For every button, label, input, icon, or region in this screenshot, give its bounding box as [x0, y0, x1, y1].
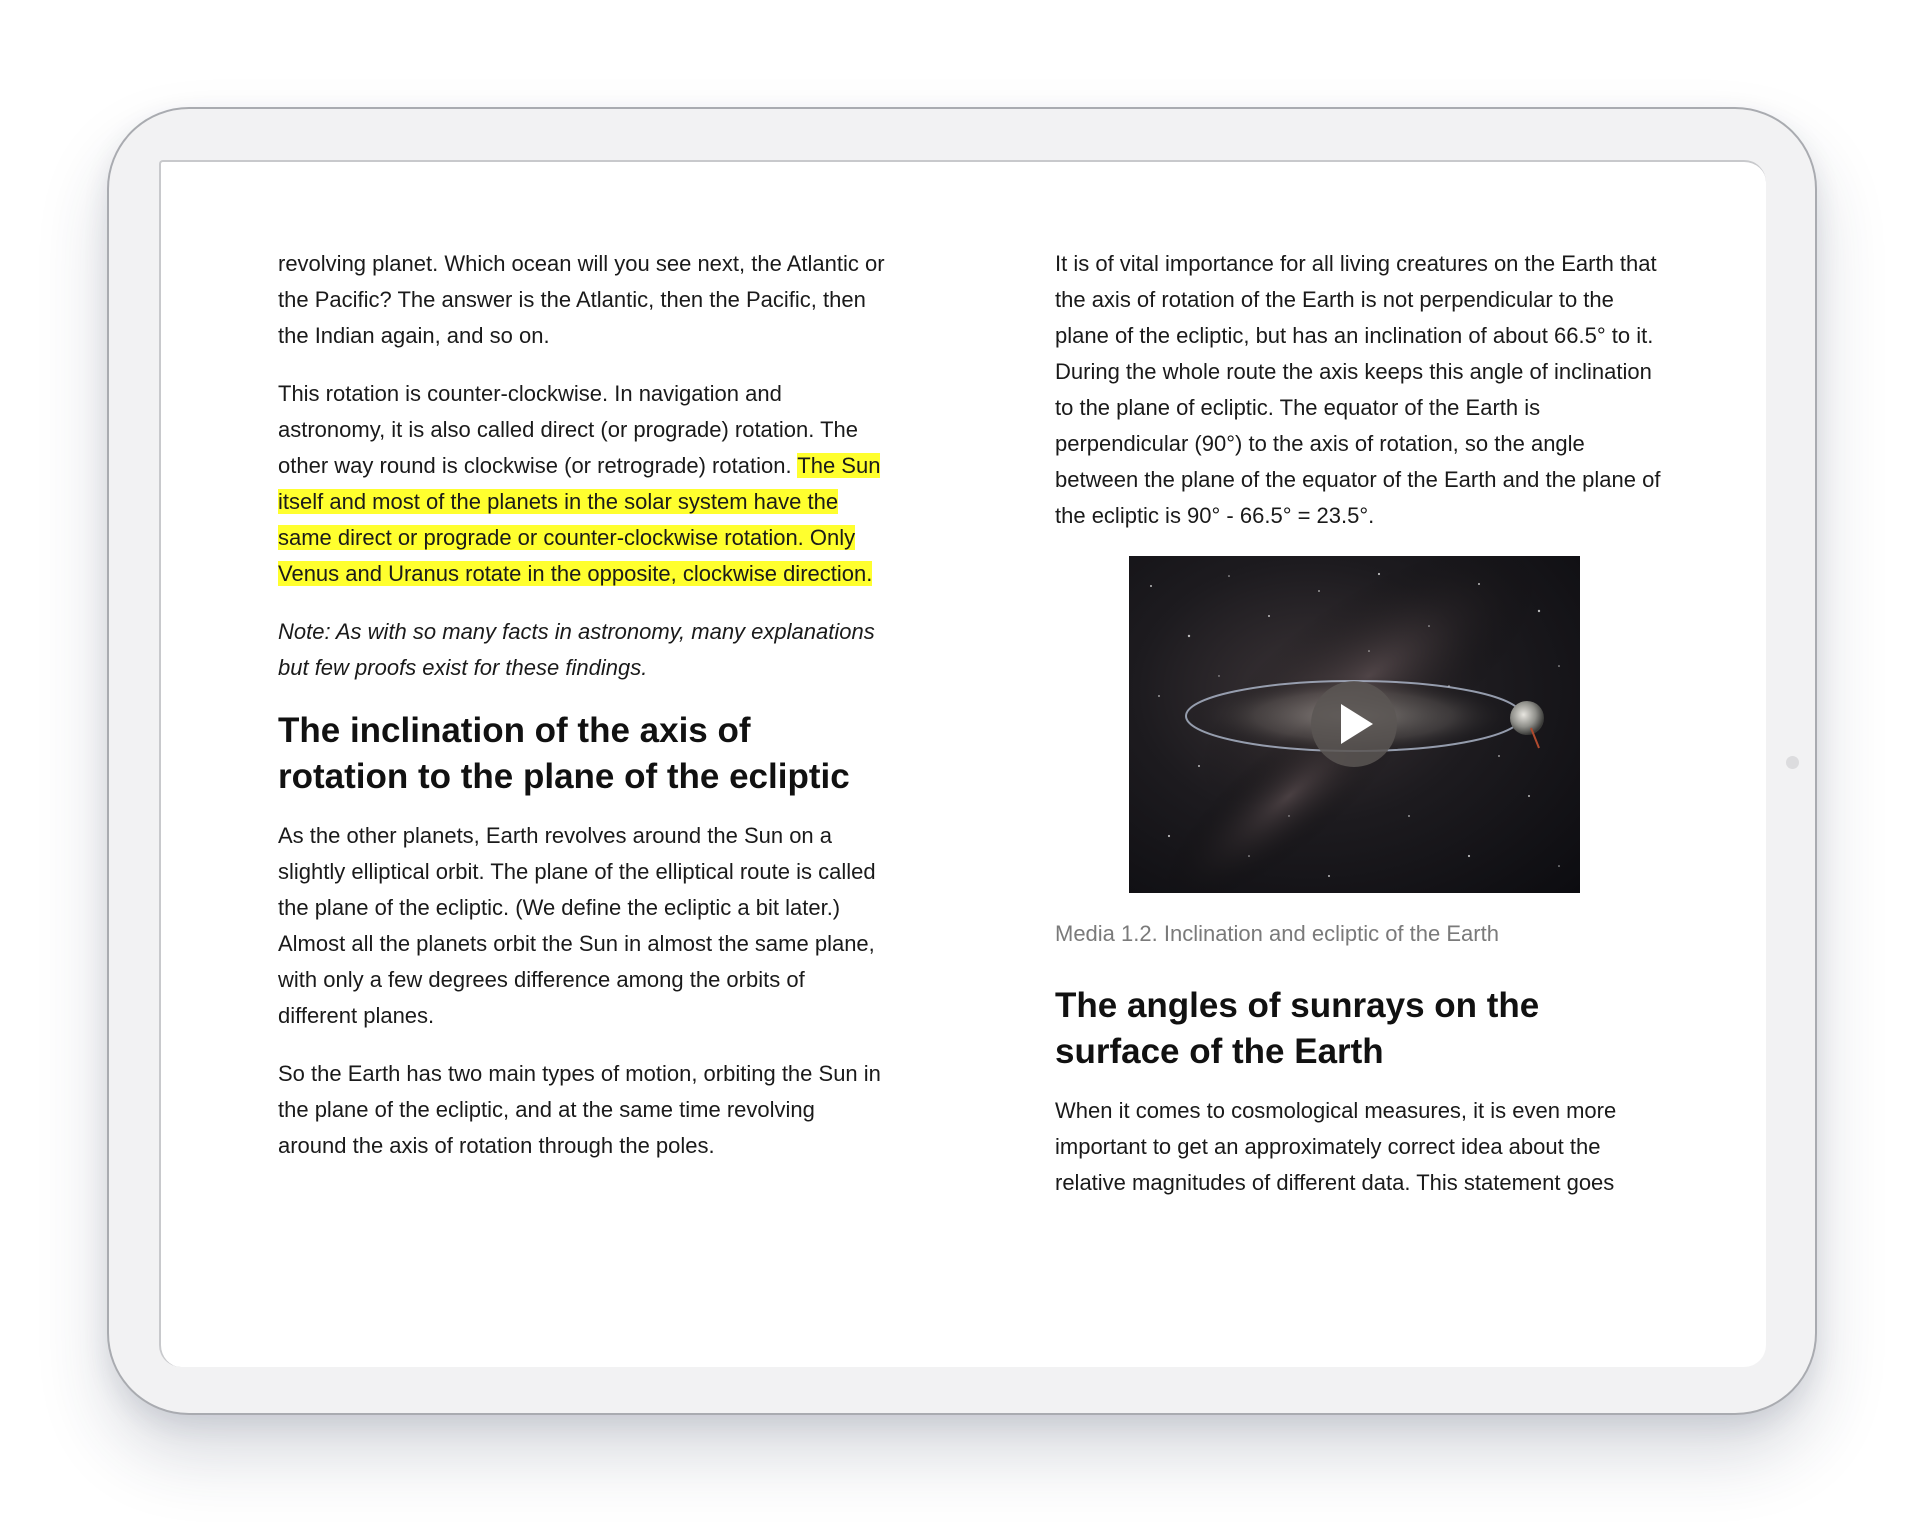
- play-icon[interactable]: [1129, 556, 1580, 893]
- paragraph-revolving-planet: revolving planet. Which ocean will you see next, the Atlantic or the Pacific? The answer is the Atlantic, then the Pacific, then the Indian again, and so on.: [278, 251, 885, 348]
- reader-screen: [159, 160, 1766, 1367]
- paragraph-axis-importance: It is of vital importance for all living creatures on the Earth that the axis of rotation of the Earth is not perpendicular to the plane of the ecliptic, but has an inclination of about 66.5° to it. During the whole route the axis keeps this angle of inclination to the plane of ecliptic. The equator of the Earth is perpendicular (90°) to the axis of rotation, so the angle between the plane of the equator of the Earth and the plane of the ecliptic is 90° - 66.5° = 23.5°.: [1055, 251, 1661, 528]
- note-paragraph: Note: As with so many facts in astronomy, many explanations but few proofs exist for these findings.: [278, 619, 875, 680]
- media-caption: Media 1.2. Inclination and ecliptic of the Earth: [1055, 921, 1499, 946]
- section-heading-sunrays: The angles of sunrays on the surface of the Earth: [1055, 986, 1540, 1071]
- video-player[interactable]: [1129, 556, 1580, 893]
- paragraph-rotation: [278, 376, 888, 592]
- highlighted-text[interactable]: The Sun itself and most of the planets in the solar system have the same direct or prograde or counter-clockwise rotation. Only Venus and Uranus rotate in the opposite, clockwise direction.: [278, 453, 881, 586]
- section-heading-inclination: The inclination of the axis of rotation to the plane of the ecliptic: [278, 711, 850, 796]
- paragraph-cosmological-measures: When it comes to cosmological measures, it is even more important to get an approximately correct idea about the relative magnitudes of different data. This statement goes: [1055, 1098, 1617, 1195]
- tablet-camera: [1786, 756, 1799, 769]
- paragraph-elliptical-orbit: As the other planets, Earth revolves around the Sun on a slightly elliptical orbit. The plane of the elliptical route is called the plane of the ecliptic. (We define the ecliptic a bit later.) Almost all the planets orbit the Sun in almost the same plane, with only a few degrees difference among the orbits of different planes.: [278, 823, 876, 1028]
- left-page-column: [278, 246, 888, 1186]
- rotation-text: This rotation is counter-clockwise. In navigation and astronomy, it is also called direct (or prograde) rotation. The other way round is clockwise (or retrograde) rotation.: [278, 381, 859, 478]
- paragraph-two-motions: So the Earth has two main types of motion, orbiting the Sun in the plane of the ecliptic, and at the same time revolving around the axis of rotation through the poles.: [278, 1061, 881, 1158]
- right-page-column: [1055, 246, 1665, 1223]
